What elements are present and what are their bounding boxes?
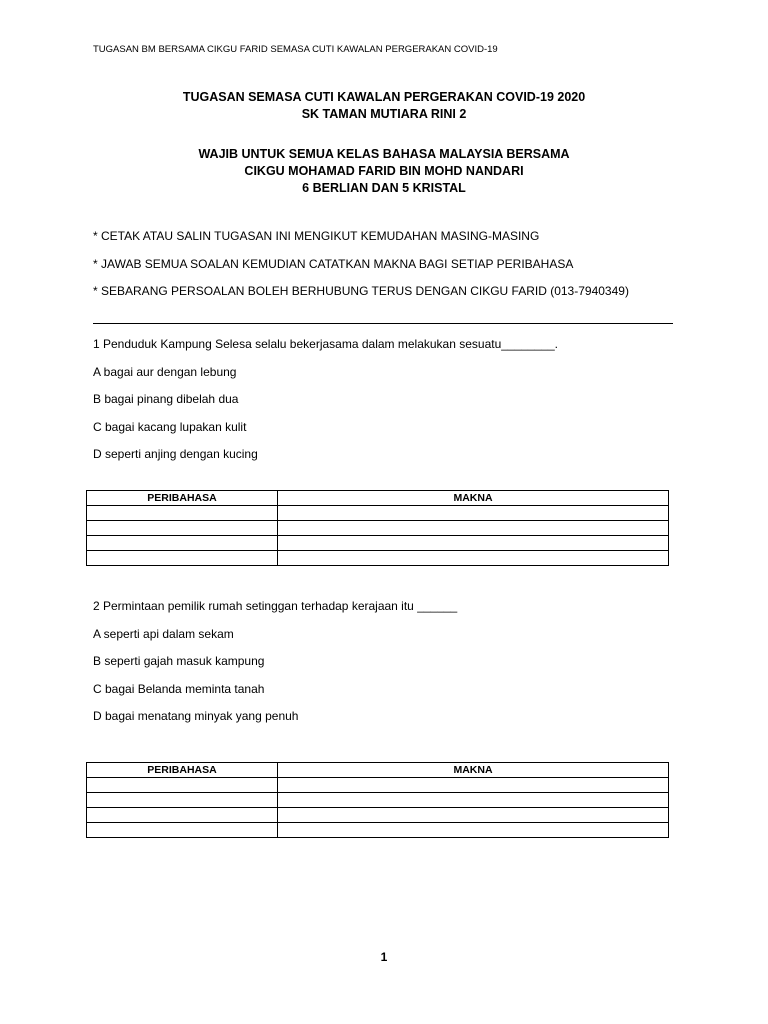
answer-cell[interactable] <box>87 793 278 808</box>
table-row <box>87 808 669 823</box>
option-a: A seperti api dalam sekam <box>93 626 234 641</box>
question-1 <box>93 337 558 475</box>
instruction-item: * SEBARANG PERSOALAN BOLEH BERHUBUNG TERUS DENGAN CIKGU FARID (013-7940349) <box>93 284 629 298</box>
table-header-row <box>87 763 669 778</box>
running-header: TUGASAN BM BERSAMA CIKGU FARID SEMASA CUTI KAWALAN PERGERAKAN COVID-19 <box>93 44 498 55</box>
subtitle-line-2: CIKGU MOHAMAD FARID BIN MOHD NANDARI <box>244 164 524 178</box>
header-peribahasa: PERIBAHASA <box>87 763 278 778</box>
header-peribahasa: PERIBAHASA <box>87 491 278 506</box>
answer-cell[interactable] <box>278 793 669 808</box>
answer-cell[interactable] <box>278 808 669 823</box>
option-c: C bagai kacang lupakan kulit <box>93 419 247 434</box>
page-number: 1 <box>380 950 388 964</box>
table-row <box>87 778 669 793</box>
question-2 <box>93 599 457 737</box>
answer-cell[interactable] <box>87 536 278 551</box>
answer-cell[interactable] <box>87 506 278 521</box>
divider-line <box>93 323 673 324</box>
title-line-1: TUGASAN SEMASA CUTI KAWALAN PERGERAKAN COVID-19 2020 <box>182 90 586 104</box>
answer-table-2 <box>86 762 669 838</box>
option-d: D bagai menatang minyak yang penuh <box>93 709 299 723</box>
option-d: D seperti anjing dengan kucing <box>93 447 258 461</box>
table-row <box>87 793 669 808</box>
answer-cell[interactable] <box>87 521 278 536</box>
answer-table-1 <box>86 490 669 566</box>
answer-cell[interactable] <box>278 778 669 793</box>
answer-cell[interactable] <box>278 506 669 521</box>
answer-cell[interactable] <box>87 808 278 823</box>
answer-cell[interactable] <box>278 536 669 551</box>
header-makna: MAKNA <box>278 491 669 506</box>
title-line-2: SK TAMAN MUTIARA RINI 2 <box>301 107 467 121</box>
answer-cell[interactable] <box>278 823 669 838</box>
table-row <box>87 521 669 536</box>
table-row <box>87 551 669 566</box>
subtitle-line-1: WAJIB UNTUK SEMUA KELAS BAHASA MALAYSIA BERSAMA <box>198 147 570 161</box>
question-stem: 1 Penduduk Kampung Selesa selalu bekerjasama dalam melakukan sesuatu________. <box>93 337 558 351</box>
option-b: B seperti gajah masuk kampung <box>93 654 265 668</box>
subtitle-line-3: 6 BERLIAN DAN 5 KRISTAL <box>302 181 466 195</box>
option-c: C bagai Belanda meminta tanah <box>93 681 265 696</box>
answer-cell[interactable] <box>87 778 278 793</box>
answer-cell[interactable] <box>278 551 669 566</box>
answer-cell[interactable] <box>87 823 278 838</box>
answer-cell[interactable] <box>87 551 278 566</box>
instruction-item: * JAWAB SEMUA SOALAN KEMUDIAN CATATKAN MAKNA BAGI SETIAP PERIBAHASA <box>93 256 574 271</box>
instruction-item: * CETAK ATAU SALIN TUGASAN INI MENGIKUT KEMUDAHAN MASING-MASING <box>93 229 540 243</box>
question-stem: 2 Permintaan pemilik rumah setinggan terhadap kerajaan itu ______ <box>93 599 458 613</box>
option-a: A bagai aur dengan lebung <box>93 364 237 379</box>
title-block <box>0 89 768 123</box>
answer-cell[interactable] <box>278 521 669 536</box>
table-header-row <box>87 491 669 506</box>
table-row <box>87 506 669 521</box>
option-b: B bagai pinang dibelah dua <box>93 392 239 406</box>
table-row <box>87 823 669 838</box>
instructions-list <box>93 229 629 312</box>
header-makna: MAKNA <box>278 763 669 778</box>
subtitle-block <box>0 146 768 197</box>
table-row <box>87 536 669 551</box>
